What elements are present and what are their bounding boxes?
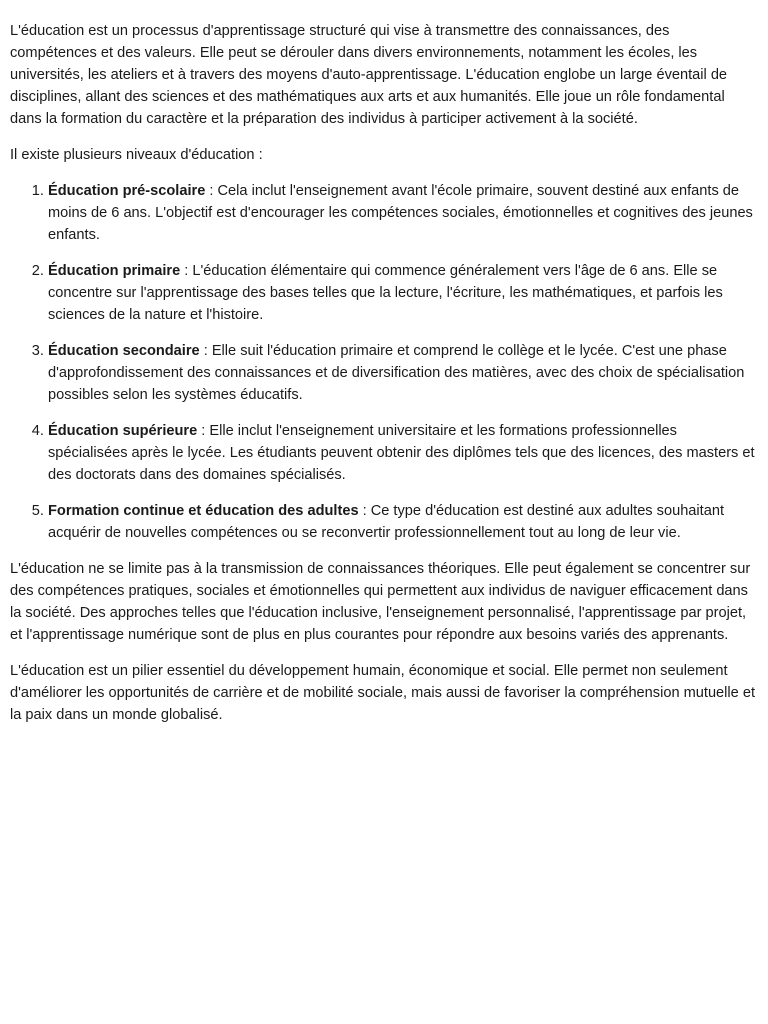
list-item	[48, 420, 758, 486]
practice-paragraph: L'éducation ne se limite pas à la transmission de connaissances théoriques. Elle peut également se concentrer sur des compétences pratiques, sociales et émotionnelles qui permettent aux individus de naviguer efficacement dans la société. Des approches telles que l'éducation inclusive, l'enseignement personnalisé, l'apprentissage par projet, et l'apprentissage numérique sont de plus en plus courantes pour répondre aux besoins variés des apprenants.	[10, 561, 751, 643]
levels-intro: Il existe plusieurs niveaux d'éducation :	[10, 147, 263, 163]
level-description: : L'éducation élémentaire qui commence généralement vers l'âge de 6 ans. Elle se concentre sur l'apprentissage des bases telles que la lecture, l'écriture, les mathématiques, et parfois les sciences de la nature et l'histoire.	[48, 263, 723, 323]
intro-paragraph: L'éducation est un processus d'apprentissage structuré qui vise à transmettre des connaissances, des compétences et des valeurs. Elle peut se dérouler dans divers environnements, notamment les écoles, les universités, les ateliers et à travers des moyens d'auto-apprentissage. L'éducation englobe un large éventail de disciplines, allant des sciences et des mathématiques aux arts et aux humanités. Elle joue un rôle fondamental dans la formation du caractère et la préparation des individus à participer activement à la société.	[10, 23, 728, 127]
level-description: : Ce type d'éducation est destiné aux adultes souhaitant acquérir de nouvelles compétences ou se reconvertir professionnellement tout au long de leur vie.	[48, 503, 725, 541]
level-term: Éducation primaire	[48, 263, 181, 279]
education-levels-list	[10, 180, 758, 544]
list-item	[48, 500, 758, 544]
level-term: Éducation pré-scolaire	[48, 183, 206, 199]
level-description: : Cela inclut l'enseignement avant l'école primaire, souvent destiné aux enfants de moins de 6 ans. L'objectif est d'encourager les compétences sociales, émotionnelles et cognitives des jeunes enfants.	[48, 183, 753, 243]
level-description: : Elle inclut l'enseignement universitaire et les formations professionnelles spécialisées après le lycée. Les étudiants peuvent obtenir des diplômes tels que des licences, des masters et des doctorats dans des domaines spécialisés.	[48, 423, 755, 483]
list-item	[48, 180, 758, 246]
level-term: Éducation supérieure	[48, 423, 198, 439]
list-item	[48, 260, 758, 326]
conclusion-paragraph: L'éducation est un pilier essentiel du développement humain, économique et social. Elle permet non seulement d'améliorer les opportunités de carrière et de mobilité sociale, mais aussi de favoriser la compréhension mutuelle et la paix dans un monde globalisé.	[10, 663, 756, 723]
level-term: Éducation secondaire	[48, 343, 200, 359]
level-description: : Elle suit l'éducation primaire et comprend le collège et le lycée. C'est une phase d'approfondissement des connaissances et de diversification des matières, avec des choix de spécialisation possibles selon les systèmes éducatifs.	[48, 343, 745, 403]
list-item	[48, 340, 758, 406]
level-term: Formation continue et éducation des adultes	[48, 503, 359, 519]
